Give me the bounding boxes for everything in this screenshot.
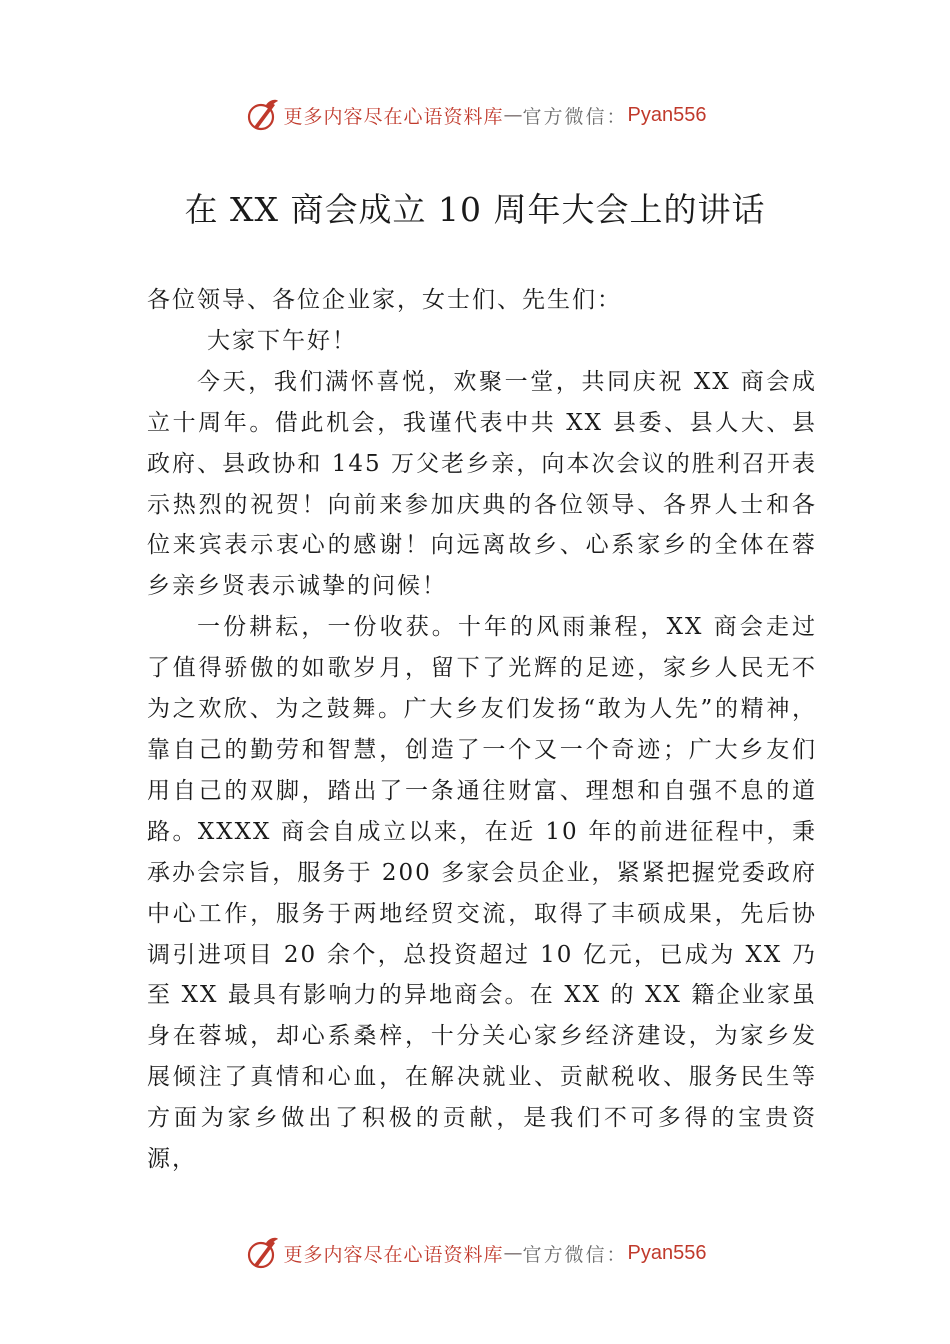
watermark-wechat-id: Pyan556 — [627, 1241, 707, 1264]
quill-pen-circle-icon — [244, 1235, 280, 1271]
page-title: 在 XX 商会成立 10 周年大会上的讲话 — [184, 190, 766, 229]
salutation: 各位领导、各位企业家，女士们、先生们： — [147, 287, 622, 313]
watermark-official-label: 官方微信： — [522, 105, 628, 128]
document-body — [147, 280, 817, 1180]
watermark-text: 更多内容尽在心语资料库 — [283, 1243, 504, 1266]
watermark-header — [0, 95, 950, 135]
watermark-text: 更多内容尽在心语资料库 — [283, 105, 504, 128]
watermark-wechat-id: Pyan556 — [627, 103, 707, 126]
paragraph: 今天，我们满怀喜悦，欢聚一堂，共同庆祝 XX 商会成立十周年。借此机会，我谨代表中共 XX 县委、县人大、县政府、县政协和 145 万父老乡亲，向本次会议的胜利召开表示热烈的祝贺！向前来参加庆典的各位领导、各界人士和各位来宾表示衷心的感谢！向远离故乡、心系家乡的全体在蓉乡亲乡贤表示诚挚的问候！ — [147, 368, 817, 600]
watermark-dash: — — [503, 104, 523, 126]
quill-pen-circle-icon — [244, 97, 280, 133]
watermark-official-label: 官方微信： — [522, 1243, 628, 1266]
paragraph: 一份耕耘，一份收获。十年的风雨兼程，XX 商会走过了值得骄傲的如歌岁月，留下了光辉的足迹，家乡人民无不为之欢欣、为之鼓舞。广大乡友们发扬“敢为人先”的精神，靠自己的勤劳和智慧，创造了一个又一个奇迹；广大乡友们用自己的双脚，踏出了一条通往财富、理想和自强不息的道路。XXXX 商会自成立以来，在近 10 年的前进征程中，秉承办会宗旨，服务于 200 多家会员企业，紧紧把握党委政府中心工作，服务于两地经贸交流，取得了丰硕成果，先后协调引进项目 20 余个，总投资超过 10 亿元，已成为 XX 乃至 XX 最具有影响力的异地商会。在 XX 的 XX 籍企业家虽身在蓉城，却心系桑梓，十分关心家乡经济建设，为家乡发展倾注了真情和心血，在解决就业、贡献税收、服务民生等方面为家乡做出了积极的贡献，是我们不可多得的宝贵资源， — [147, 614, 817, 1173]
greeting: 大家下午好！ — [207, 327, 357, 354]
watermark-footer — [0, 1233, 950, 1273]
watermark-dash: — — [503, 1242, 523, 1264]
